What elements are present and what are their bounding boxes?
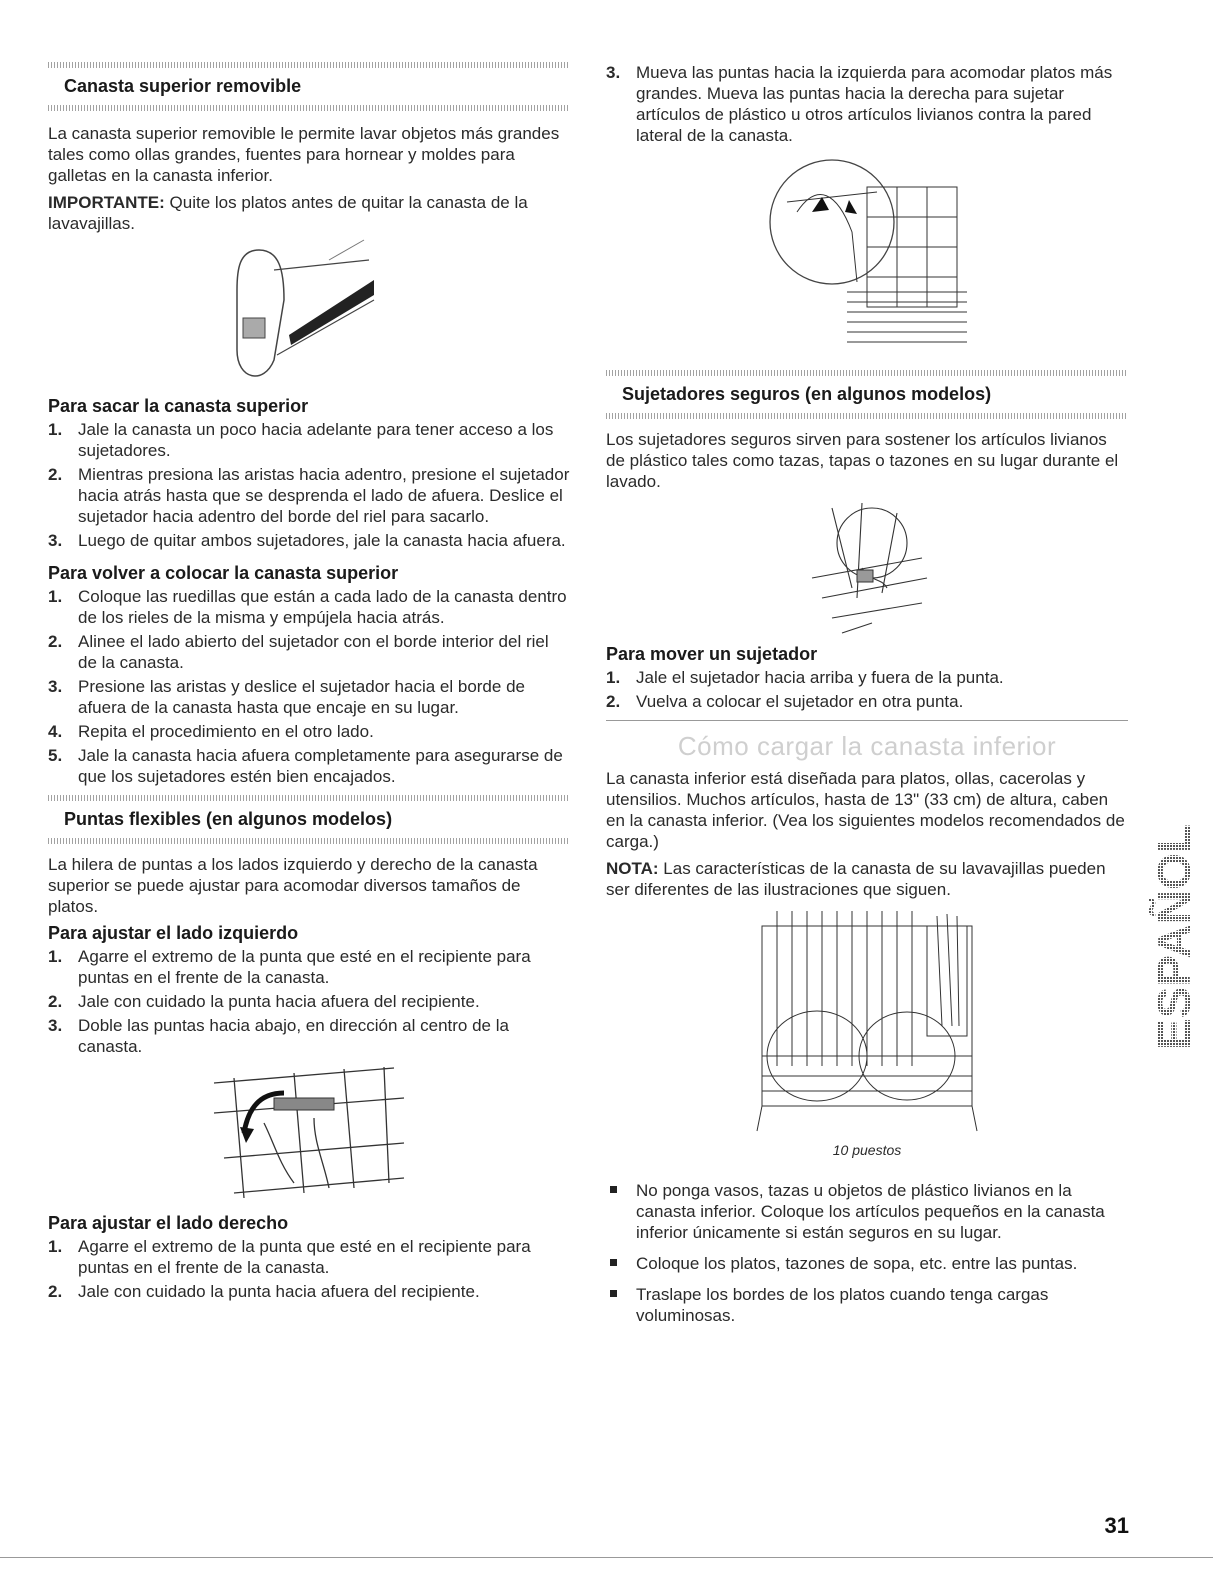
step-text: Jale la canasta hacia afuera completamente para asegurarse de que los sujetadores estén bien encajados. [78, 746, 563, 786]
subheading: Para ajustar el lado derecho [48, 1213, 289, 1233]
note-label: NOTA: [606, 859, 659, 878]
step-number: 1. [48, 420, 63, 439]
paragraph: La canasta superior removible le permite lavar objetos más grandes tales como ollas grandes, fuentes para hornear y moldes para galletas en la canasta inferior. [48, 124, 560, 185]
lower-rack-illustration [747, 906, 987, 1136]
step-text: Alinee el lado abierto del sujetador con el borde interior del riel de la canasta. [78, 632, 549, 672]
list-item: No ponga vasos, tazas u objetos de plástico livianos en la canasta inferior. Coloque los artículos pequeños en la canasta inferior únicamente si están seguros en su lugar. [606, 1180, 1128, 1243]
step-text: Vuelva a colocar el sujetador en otra punta. [636, 692, 964, 711]
list-item [48, 745, 570, 787]
list-item [48, 419, 570, 461]
loading-tips [606, 1180, 1128, 1326]
step-text: Jale con cuidado la punta hacia afuera del recipiente. [78, 1282, 480, 1301]
subheading: Para mover un sujetador [606, 644, 818, 664]
step-text: Agarre el extremo de la punta que esté en el recipiente para puntas en el frente de la canasta. [78, 1237, 531, 1277]
step-number: 3. [48, 1016, 63, 1035]
paragraph: Los sujetadores seguros sirven para sostener los artículos livianos de plástico tales como tazas, tapas o tazones en su lugar durante el lavado. [606, 430, 1119, 491]
list-item [606, 62, 1128, 146]
step-number: 5. [48, 746, 63, 765]
step-number: 4. [48, 722, 63, 741]
divider [606, 413, 1128, 419]
figure-caption: 10 puestos [832, 1142, 902, 1158]
bottom-rule [0, 1557, 1213, 1558]
note-paragraph [606, 858, 1128, 900]
section-heading: Puntas flexibles (en algunos modelos) [64, 809, 393, 829]
divider [606, 720, 1128, 721]
list-item [48, 464, 570, 527]
divider [48, 62, 570, 68]
step-text: Coloque las ruedillas que están a cada lado de la canasta dentro de los rieles de la misma y empújela hacia atrás. [78, 587, 567, 627]
list-item [48, 1236, 570, 1278]
step-number: 2. [48, 992, 63, 1011]
list-item [48, 530, 570, 551]
list-item [48, 586, 570, 628]
paragraph: La hilera de puntas a los lados izquierdo y derecho de la canasta superior se puede ajustar para acomodar diversos tamaños de platos. [48, 855, 538, 916]
important-label: IMPORTANTE: [48, 193, 165, 212]
step-number: 3. [606, 63, 621, 82]
list-item [48, 991, 570, 1012]
section-heading: Sujetadores seguros (en algunos modelos) [622, 384, 992, 404]
secure-clip-illustration [802, 498, 932, 638]
list-item: Traslape los bordes de los platos cuando tenga cargas voluminosas. [606, 1284, 1128, 1326]
list-item [48, 631, 570, 673]
left-column [48, 62, 570, 1308]
list-item [48, 946, 570, 988]
step-number: 2. [48, 1282, 63, 1301]
list-item [606, 691, 1128, 712]
adjust-left-steps [48, 946, 570, 1057]
step-text: Jale la canasta un poco hacia adelante para tener acceso a los sujetadores. [78, 420, 554, 460]
tines-left-illustration [204, 1063, 414, 1203]
step-number: 2. [606, 692, 621, 711]
rack-clip-illustration [229, 240, 389, 390]
step-number: 2. [48, 465, 63, 484]
step-text: Jale con cuidado la punta hacia afuera del recipiente. [78, 992, 480, 1011]
page-number: 31 [1104, 1513, 1129, 1538]
divider [48, 105, 570, 111]
adjust-right-steps [48, 1236, 570, 1302]
list-item: Coloque los platos, tazones de sopa, etc. entre las puntas. [606, 1253, 1128, 1274]
right-column [606, 62, 1128, 1336]
language-side-tab [1148, 820, 1200, 1056]
list-item [48, 676, 570, 718]
paragraph: La canasta inferior está diseñada para platos, ollas, cacerolas y utensilios. Muchos artículos, hasta de 13" (33 cm) de altura, caben en la canasta inferior. (Vea los siguientes modelos recomendados de carga.) [606, 769, 1125, 851]
adjust-right-continued [606, 62, 1128, 146]
step-text: Presione las aristas y deslice el sujetador hacia el borde de afuera de la canasta hasta que encaje en su lugar. [78, 677, 525, 717]
section-heading: Canasta superior removible [64, 76, 302, 96]
divider [48, 838, 570, 844]
step-text: Luego de quitar ambos sujetadores, jale la canasta hacia afuera. [78, 531, 566, 550]
subheading: Para ajustar el lado izquierdo [48, 923, 299, 943]
list-item [48, 1015, 570, 1057]
step-number: 3. [48, 677, 63, 696]
important-paragraph [48, 192, 570, 234]
list-item [606, 667, 1128, 688]
important-text: Quite los platos antes de quitar la canasta de la lavavajillas. [48, 193, 528, 233]
replace-steps [48, 586, 570, 787]
list-item [48, 721, 570, 742]
step-number: 2. [48, 632, 63, 651]
step-number: 1. [48, 1237, 63, 1256]
step-text: Doble las puntas hacia abajo, en dirección al centro de la canasta. [78, 1016, 509, 1056]
step-text: Agarre el extremo de la punta que esté en el recipiente para puntas en el frente de la canasta. [78, 947, 531, 987]
move-clip-steps [606, 667, 1128, 712]
tines-right-illustration [757, 152, 977, 362]
subheading: Para sacar la canasta superior [48, 396, 309, 416]
step-text: Jale el sujetador hacia arriba y fuera de la punta. [636, 668, 1004, 687]
step-number: 3. [48, 531, 63, 550]
subheading: Para volver a colocar la canasta superior [48, 563, 399, 583]
step-number: 1. [48, 947, 63, 966]
divider [48, 795, 570, 801]
step-text: Mientras presiona las aristas hacia adentro, presione el sujetador hacia atrás hasta que se desprenda el lado de afuera. Deslice el sujetador hacia adentro del borde del riel para sacarlo. [78, 465, 570, 526]
list-item [48, 1281, 570, 1302]
side-tab-text: ESPAÑOL [1148, 831, 1200, 1050]
section-title: Cómo cargar la canasta inferior [677, 731, 1057, 761]
note-text: Las características de la canasta de su lavavajillas pueden ser diferentes de las ilustraciones que siguen. [606, 859, 1106, 899]
step-text: Repita el procedimiento en el otro lado. [78, 722, 374, 741]
remove-steps [48, 419, 570, 551]
step-text: Mueva las puntas hacia la izquierda para acomodar platos más grandes. Mueva las puntas hacia la derecha para sujetar artículos de plástico u otros artículos livianos contra la pared lateral de la canasta. [636, 63, 1113, 145]
step-number: 1. [606, 668, 621, 687]
step-number: 1. [48, 587, 63, 606]
divider [606, 370, 1128, 376]
